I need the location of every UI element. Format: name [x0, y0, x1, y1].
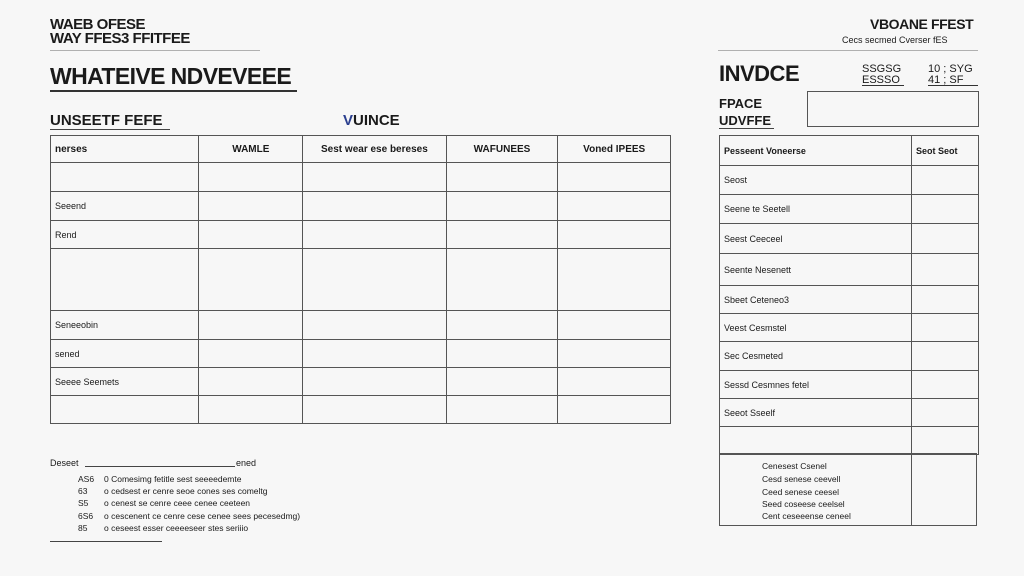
invoice-field-label: FPACE [719, 96, 763, 111]
table-cell [199, 311, 303, 340]
table-cell [912, 399, 979, 427]
document-title: WHATEIVE NDVEVEEE [50, 63, 292, 89]
table-cell [303, 221, 446, 249]
table-cell [558, 368, 671, 396]
notes-divider [911, 453, 912, 526]
table-header-row [51, 136, 671, 163]
table-cell [558, 192, 671, 221]
invoice-field-underline [719, 128, 774, 129]
note-line: Seed coseese ceelsel [762, 499, 845, 509]
invoice-meta-value: 10 ; SYG [928, 63, 973, 75]
column-header: WAMLE [199, 136, 303, 163]
terms-text: o cenest se cenre ceee cenee ceeteen [104, 498, 251, 508]
table-cell [199, 163, 303, 192]
table-cell [199, 368, 303, 396]
table-cell [912, 254, 979, 286]
table-cell [912, 371, 979, 399]
table-cell [912, 286, 979, 314]
row-label: Sec Cesmeted [720, 342, 912, 371]
note-line: Cesd senese ceevell [762, 474, 841, 484]
row-label: Seest Ceeceel [720, 224, 912, 254]
table-cell [558, 249, 671, 311]
notes-box [719, 453, 977, 526]
terms-text: 0 Comesimg fetitle sest seeeedemte [104, 474, 242, 484]
invoice-meta-label: ESSSO [862, 74, 900, 86]
table-cell [446, 249, 558, 311]
note-line: Cenesest Csenel [762, 461, 827, 471]
terms-number: S5 [78, 498, 89, 508]
table-cell [912, 342, 979, 371]
table-cell [446, 368, 558, 396]
row-label: Sbeet Ceteneo3 [720, 286, 912, 314]
table-cell [558, 396, 671, 424]
row-label: Sessd Cesmnes fetel [720, 371, 912, 399]
terms-line [78, 486, 267, 496]
invoice-meta-labels [862, 64, 901, 86]
section-label-underline [50, 129, 170, 130]
table-cell [446, 163, 558, 192]
invoice-title: INVDCE [719, 61, 800, 86]
signature-label: Deseet [50, 458, 79, 468]
row-label: Seeend [51, 192, 199, 221]
table-cell [303, 311, 446, 340]
terms-number: 85 [78, 523, 88, 533]
row-label: sened [51, 340, 199, 368]
table-row [720, 427, 979, 455]
terms-line [78, 474, 241, 484]
row-label: Seost [720, 166, 912, 195]
table-row [51, 221, 671, 249]
table-row [720, 342, 979, 371]
table-cell [303, 192, 446, 221]
table-cell [199, 340, 303, 368]
row-label: Seeee Seemets [51, 368, 199, 396]
table-cell [303, 249, 446, 311]
table-row [720, 224, 979, 254]
column-header: nerses [51, 136, 199, 163]
table-cell [303, 396, 446, 424]
invoice-meta-label: SSGSG [862, 63, 902, 75]
table-cell [199, 221, 303, 249]
terms-number: 6S6 [78, 511, 94, 521]
summary-table [719, 135, 979, 455]
table-row [720, 286, 979, 314]
table-cell [446, 221, 558, 249]
table-cell [446, 311, 558, 340]
table-row [51, 163, 671, 192]
invoice-header-divider [718, 50, 978, 51]
column-header: Sest wear ese bereses [303, 136, 446, 163]
table-cell [303, 340, 446, 368]
meta-value-underline [928, 85, 978, 86]
invoice-field-box[interactable] [807, 91, 979, 127]
row-label: Veest Cesmstel [720, 314, 912, 342]
table-cell [303, 163, 446, 192]
company-name-line1: WAEB OFESE [50, 16, 146, 33]
table-row [720, 399, 979, 427]
column-header: WAFUNEES [446, 136, 558, 163]
table-row [51, 249, 671, 311]
table-row [720, 254, 979, 286]
section-label-left: UNSEETF FEFE [50, 112, 163, 129]
row-label [51, 249, 199, 311]
table-cell [558, 163, 671, 192]
summary-header-row [720, 136, 979, 166]
row-label: Seente Nesenett [720, 254, 912, 286]
section-label-accent: V [343, 112, 354, 129]
table-row [720, 314, 979, 342]
terms-text: o cescenent ce cenre cese cenee sees pecesedmg) [104, 511, 301, 521]
table-cell [446, 192, 558, 221]
column-header: Seot Seot [912, 136, 979, 166]
table-cell [446, 396, 558, 424]
signature-line [85, 466, 235, 467]
company-name-line2: WAY FFES3 FFITFEE [50, 30, 190, 47]
terms-line [78, 523, 248, 533]
terms-line [78, 498, 250, 508]
terms-number: AS6 [78, 474, 95, 484]
table-cell [912, 166, 979, 195]
table-row [720, 195, 979, 224]
table-cell [199, 249, 303, 311]
table-row [51, 311, 671, 340]
row-label: Seneeobin [51, 311, 199, 340]
invoice-meta-value: 41 ; SF [928, 74, 964, 86]
header-divider [50, 50, 260, 51]
table-cell [558, 311, 671, 340]
note-line: Cent ceseeense ceneel [762, 511, 851, 521]
table-cell [446, 340, 558, 368]
row-label: Rend [51, 221, 199, 249]
column-header: Pesseent Voneerse [720, 136, 912, 166]
table-cell [199, 192, 303, 221]
section-label-rest: UINCE [353, 112, 400, 129]
row-label: Seene te Seetell [720, 195, 912, 224]
table-cell [199, 396, 303, 424]
table-cell [558, 221, 671, 249]
table-row [51, 340, 671, 368]
table-cell [303, 368, 446, 396]
table-cell [912, 224, 979, 254]
terms-line [78, 511, 300, 521]
table-row [720, 166, 979, 195]
terms-text: o cedsest er cenre seoe cones ses comeltg [104, 486, 268, 496]
title-underline [50, 90, 297, 92]
invoice-field-label: UDVFFE [719, 113, 771, 128]
meta-label-underline [862, 85, 904, 86]
row-label [51, 396, 199, 424]
footer-rule [50, 541, 162, 542]
note-line: Ceed senese ceesel [762, 487, 840, 497]
terms-text: o ceseest esser ceeeeseer stes seriiio [104, 523, 249, 533]
table-cell [912, 314, 979, 342]
table-row [720, 371, 979, 399]
invoice-meta-values [928, 64, 980, 86]
row-label: Seeot Sseelf [720, 399, 912, 427]
table-row [51, 368, 671, 396]
invoice-company-subtitle: Cecs secmed Cverser fES [842, 35, 948, 45]
table-row [51, 192, 671, 221]
invoice-company-name: VBOANE FFEST [870, 16, 974, 32]
row-label [51, 163, 199, 192]
signature-date-label: ened [236, 458, 257, 468]
table-cell [912, 427, 979, 455]
table-cell [912, 195, 979, 224]
column-header: Voned IPEES [558, 136, 671, 163]
section-label-right [343, 113, 400, 128]
table-cell [558, 340, 671, 368]
row-label [720, 427, 912, 455]
table-row [51, 396, 671, 424]
terms-number: 63 [78, 486, 88, 496]
line-items-table [50, 135, 671, 424]
